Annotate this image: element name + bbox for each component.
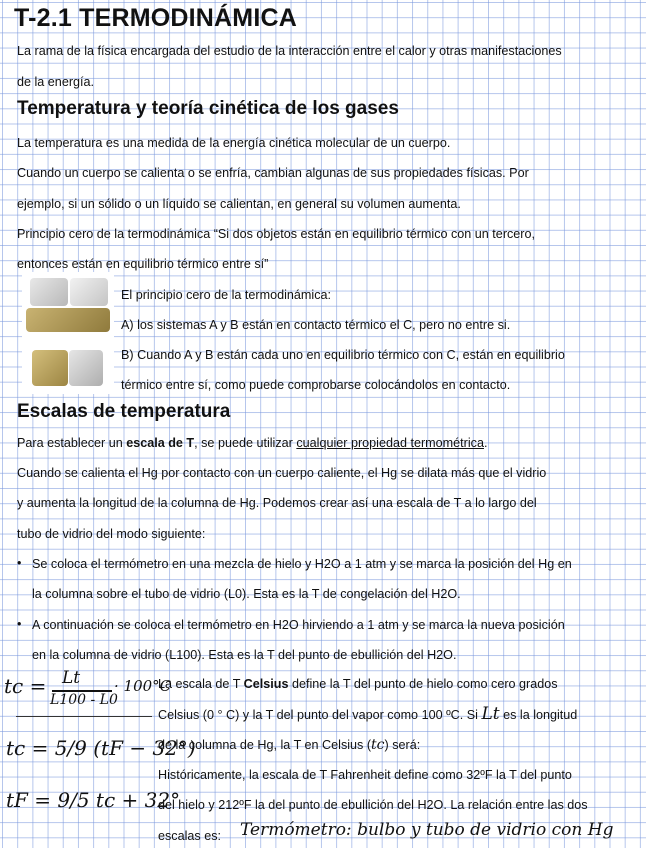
section2-line-4: tubo de vidrio del modo siguiente: — [17, 527, 206, 541]
block-a-contact — [32, 350, 68, 386]
block-b-top — [70, 278, 108, 306]
intro-line-1: La rama de la física encargada del estudio de la interacción entre el calor y otras manifestaciones — [17, 44, 562, 58]
formula-1-lhs: tc = — [4, 674, 47, 698]
formula-separator-line — [16, 716, 152, 717]
formula-1-denominator: L100 - L0 — [50, 692, 118, 708]
page-title: T-2.1 TERMODINÁMICA — [14, 4, 297, 32]
bullet-2-line-1: A continuación se coloca el termómetro en H2O hirviendo a 1 atm y se marca la nueva posición — [32, 618, 565, 632]
lt-handwritten-symbol: Lt — [481, 704, 500, 724]
zeroth-law-figure — [22, 272, 114, 394]
celsius-line-1: La escala de T Celsius define la T del punto de hielo como cero grados — [158, 677, 558, 691]
bullet-1-line-2: la columna sobre el tubo de vidrio (L0). Esta es la T de congelación del H2O. — [32, 587, 461, 601]
figure-caption-b: B) Cuando A y B están cada uno en equilibrio térmico con C, están en equilibrio — [121, 348, 565, 362]
formula-celsius-from-fahrenheit: tc = 5/9 (tF − 32°) — [6, 736, 196, 760]
figure-caption-b-cont: térmico entre sí, como puede comprobarse colocándolos en contacto. — [121, 378, 511, 392]
block-c-bottom — [26, 308, 110, 332]
block-b-contact — [69, 350, 103, 386]
bullet-2-line-2: en la columna de vidrio (L100). Esta es la T del punto de ebullición del H2O. — [32, 648, 457, 662]
bullet-2-symbol: • — [17, 617, 22, 631]
section1-line-5: entonces están en equilibrio térmico entre sí” — [17, 257, 269, 271]
celsius-line-3: de la columna de Hg, la T en Celsius (tc) será: — [158, 737, 421, 753]
handwritten-thermometer-note: Termómetro: bulbo y tubo de vidrio con Hg — [240, 820, 614, 840]
block-a-top — [30, 278, 68, 306]
section-heading-escalas: Escalas de temperatura — [17, 401, 231, 422]
formula-1-numerator: Lt — [62, 668, 81, 688]
section-heading-temperatura: Temperatura y teoría cinética de los gases — [17, 98, 399, 119]
formula-celsius-ratio — [4, 668, 172, 720]
intro-line-2: de la energía. — [17, 75, 95, 89]
section1-line-3: ejemplo, si un sólido o un líquido se calientan, en general su volumen aumenta. — [17, 197, 461, 211]
bullet-1-symbol: • — [17, 556, 22, 570]
bullet-1-line-1: Se coloca el termómetro en una mezcla de hielo y H2O a 1 atm y se marca la posición del Hg en — [32, 557, 572, 571]
section1-line-4: Principio cero de la termodinámica “Si dos objetos están en equilibrio térmico con un tercero, — [17, 227, 536, 241]
section1-line-1: La temperatura es una medida de la energía cinética molecular de un cuerpo. — [17, 136, 451, 150]
section2-line-2: Cuando se calienta el Hg por contacto con un cuerpo caliente, el Hg se dilata más que el vidrio — [17, 466, 547, 480]
fahrenheit-line-1: Históricamente, la escala de T Fahrenheit define como 32ºF la T del punto — [158, 768, 572, 782]
figure-caption-title: El principio cero de la termodinámica: — [121, 288, 331, 302]
section2-line-3: y aumenta la longitud de la columna de Hg. Podemos crear así una escala de T a lo largo del — [17, 496, 537, 510]
scales-line: escalas es: — [158, 829, 221, 843]
figure-caption-a: A) los sistemas A y B están en contacto térmico el C, pero no entre si. — [121, 318, 511, 332]
fahrenheit-line-2: del hielo y 212ºF la del punto de ebullición del H2O. La relación entre las dos — [158, 798, 588, 812]
formula-fahrenheit-from-celsius: tF = 9/5 tc + 32° — [6, 788, 181, 812]
section1-line-2: Cuando un cuerpo se calienta o se enfría, cambian algunas de sus propiedades físicas. Por — [17, 166, 529, 180]
formula-1-rhs: · 100°C — [114, 677, 172, 695]
tc-handwritten-symbol: tc — [371, 737, 385, 753]
section2-line-1: Para establecer un escala de T, se puede utilizar cualquier propiedad termométrica. — [17, 436, 488, 450]
celsius-line-2: Celsius (0 ° C) y la T del punto del vapor como 100 ºC. Si Lt es la longitud — [158, 704, 578, 724]
